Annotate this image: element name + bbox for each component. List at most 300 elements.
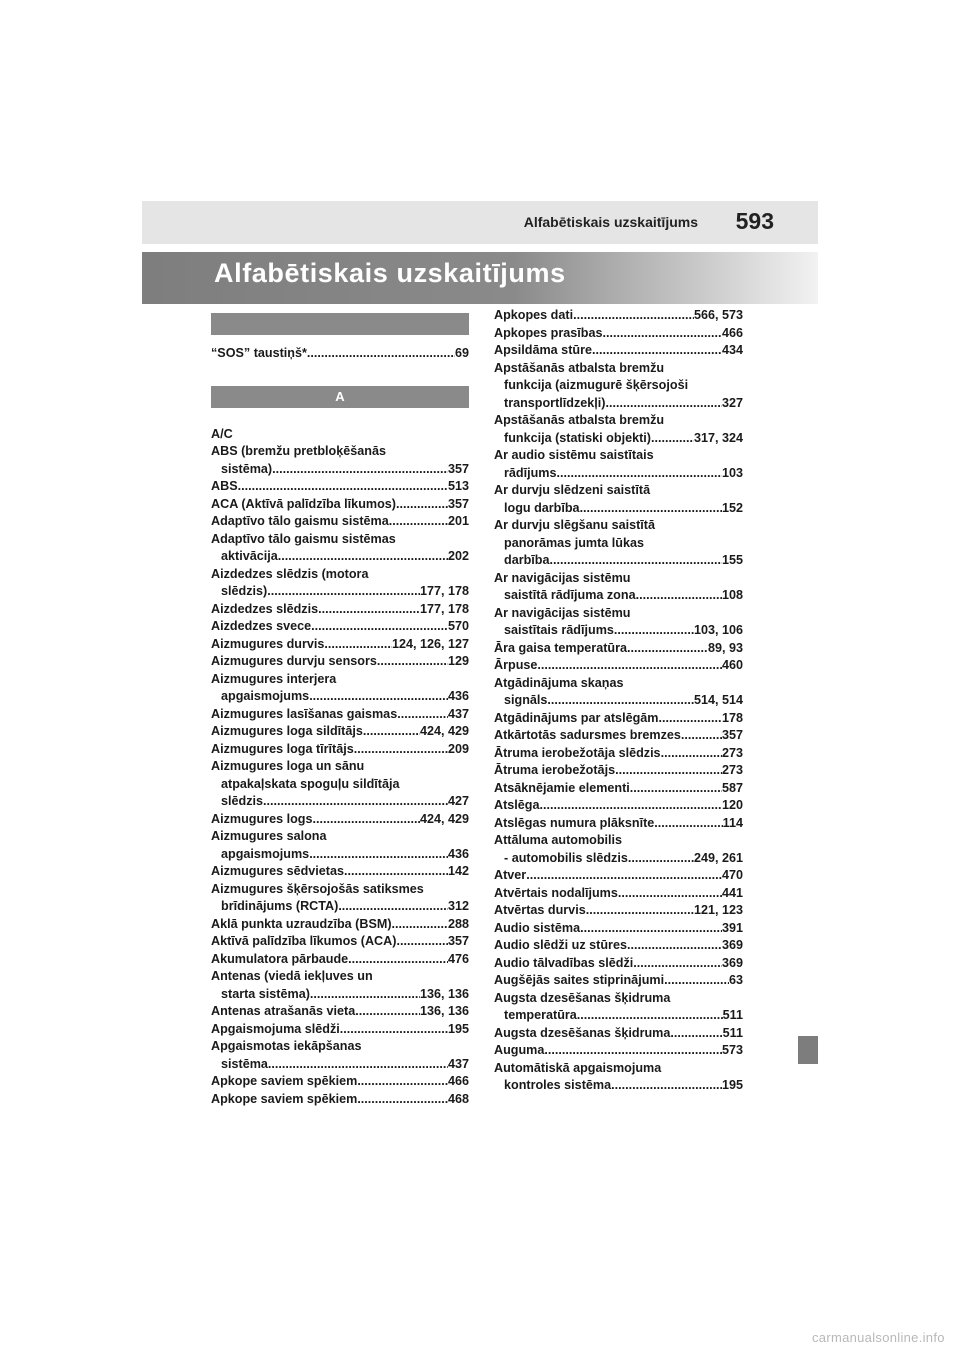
index-column-right: [494, 307, 743, 1095]
leader-dots: [603, 325, 722, 343]
entry-page: 209: [447, 741, 469, 756]
entry-term: sistēma: [221, 1056, 268, 1071]
index-entry: [211, 513, 469, 531]
index-entry: [211, 881, 469, 899]
index-entry-continuation: [211, 1056, 469, 1074]
index-entry: [211, 566, 469, 584]
index-entry: [494, 797, 743, 815]
leader-dots: [263, 793, 448, 811]
entry-term: Automātiskā apgaismojuma: [494, 1060, 662, 1075]
index-entry-continuation: [211, 583, 469, 601]
index-entry: [494, 605, 743, 623]
section-bar-a: A: [211, 386, 469, 408]
entry-term: Apkope saviem spēkiem: [211, 1091, 358, 1106]
index-column-left: [211, 313, 469, 1108]
entry-term: Aizmugures logs: [211, 811, 313, 826]
entry-term: atpakaļskata spoguļu sildītāja: [221, 776, 400, 791]
index-entry: [211, 1003, 469, 1021]
entry-term: saistītā rādījuma zona: [504, 588, 636, 602]
entry-term: Apgaismojuma slēdži: [211, 1021, 340, 1036]
entry-term: temperatūra: [504, 1008, 577, 1022]
index-entry: [211, 916, 469, 934]
entry-page: 427: [447, 794, 469, 808]
index-entry: [211, 1038, 469, 1056]
entry-term: panorāmas jumta lūkas: [504, 535, 644, 550]
index-entry: [494, 762, 743, 780]
index-entry-continuation: [494, 1007, 743, 1025]
index-entry: [211, 951, 469, 969]
index-entry: [211, 496, 469, 514]
entry-page: 202: [447, 549, 469, 563]
entry-page: 177, 178: [419, 584, 469, 598]
index-entry: [494, 832, 743, 850]
leader-dots: [396, 933, 448, 951]
entry-term: Aizmugures sēdvietas: [211, 864, 344, 878]
index-entry: [211, 531, 469, 549]
entry-term: ACA (Aktīvā palīdzība līkumos): [211, 496, 396, 511]
index-entry: [211, 706, 469, 724]
index-entry: [494, 745, 743, 763]
entry-page: 436: [447, 689, 469, 703]
leader-dots: [628, 850, 694, 868]
index-entry: [494, 675, 743, 693]
entry-term: Apgaismotas iekāpšanas: [211, 1039, 362, 1053]
index-entry: [494, 517, 743, 535]
leader-dots: [392, 916, 448, 934]
entry-page: 357: [447, 496, 469, 511]
entry-term: Aizmugures lasīšanas gaismas: [211, 706, 398, 721]
entry-term: aktivācija: [221, 549, 278, 563]
leader-dots: [550, 552, 722, 570]
index-entry: [211, 345, 469, 363]
index-entry: [494, 1025, 743, 1043]
entry-term: Aizmugures durvis: [211, 636, 325, 651]
page-number: 593: [735, 208, 774, 234]
index-entry: [211, 601, 469, 619]
entry-page: 136, 136: [419, 1004, 469, 1018]
entry-term: logu darbība: [504, 500, 580, 515]
entry-page: 424, 429: [419, 724, 469, 738]
leader-dots: [377, 653, 448, 671]
leader-dots: [348, 951, 448, 969]
entry-page: 124, 126, 127: [391, 636, 469, 651]
entry-page: 155: [721, 553, 743, 567]
entry-page: 468: [447, 1091, 469, 1106]
entry-page: 357: [447, 934, 469, 948]
leader-dots: [311, 618, 448, 636]
leader-dots: [397, 706, 448, 724]
entry-page: 288: [447, 916, 469, 931]
leader-dots: [344, 863, 448, 881]
leader-dots: [586, 902, 694, 920]
index-entry: [211, 741, 469, 759]
leader-dots: [630, 780, 722, 798]
index-entry: [494, 937, 743, 955]
index-entry: [494, 972, 743, 990]
entry-term: Apstāšanās atbalsta bremžu: [494, 413, 665, 427]
entry-term: slēdzis): [221, 584, 268, 598]
entry-term: ABS (bremžu pretbloķēšanās: [211, 444, 386, 458]
entry-page: 391: [721, 920, 743, 935]
leader-dots: [267, 583, 420, 601]
entry-term: funkcija (statiski objekti): [504, 430, 651, 445]
entry-term: ABS: [211, 479, 238, 493]
entry-page: 63: [728, 973, 743, 987]
entry-term: Atgādinājuma skaņas: [494, 675, 624, 690]
entry-page: 513: [447, 479, 469, 493]
entry-term: Apkope saviem spēkiem: [211, 1074, 358, 1088]
entry-page: 470: [721, 868, 743, 882]
page-header: [142, 201, 818, 244]
leader-dots: [547, 692, 694, 710]
entry-term: kontroles sistēma: [504, 1078, 612, 1092]
index-entry: [494, 325, 743, 343]
entry-page: 136, 136: [419, 986, 469, 1001]
index-entry-continuation: [211, 688, 469, 706]
page-title: Alfabētiskais uzskaitījums: [214, 258, 566, 288]
index-entry: [494, 780, 743, 798]
entry-list-left: [211, 426, 469, 1109]
leader-dots: [633, 955, 722, 973]
entry-term: darbība: [504, 553, 550, 567]
entry-term: Aizdedzes slēdzis: [211, 601, 319, 616]
entry-page: 152: [721, 500, 743, 515]
index-entry: [494, 412, 743, 430]
index-entry-continuation: [211, 898, 469, 916]
index-entry: [211, 828, 469, 846]
index-entry-continuation: [494, 552, 743, 570]
leader-dots: [573, 307, 694, 325]
index-entry: [211, 1021, 469, 1039]
index-entry: [494, 342, 743, 360]
leader-dots: [272, 461, 448, 479]
entry-page: 327: [721, 395, 743, 410]
entry-page: 69: [454, 346, 469, 360]
leader-dots: [307, 345, 455, 363]
entry-term: “SOS” taustiņš*: [211, 346, 307, 360]
index-entry: [494, 955, 743, 973]
entry-term: signāls: [504, 693, 548, 707]
entry-page: 441: [721, 885, 743, 900]
entry-page: 273: [721, 745, 743, 760]
entry-term: slēdzis: [221, 794, 263, 808]
entry-page: 514, 514: [693, 693, 743, 707]
entry-page: 121, 123: [693, 903, 743, 917]
entry-term: Aizmugures loga un sānu: [211, 759, 365, 773]
leader-dots: [592, 342, 722, 360]
leader-dots: [526, 867, 722, 885]
entry-term: brīdinājums (RCTA): [221, 899, 339, 913]
leader-dots: [268, 1056, 448, 1074]
index-entry: [211, 443, 469, 461]
leader-dots: [544, 1042, 722, 1060]
entry-page: 195: [721, 1078, 743, 1092]
entry-term: Adaptīvo tālo gaismu sistēmas: [211, 531, 396, 546]
leader-dots: [355, 1003, 420, 1021]
entry-term: Audio sistēma: [494, 920, 581, 935]
leader-dots: [396, 496, 448, 514]
leader-dots: [354, 741, 448, 759]
index-entry: [211, 671, 469, 689]
entry-term: Augšējās saites stiprinājumi: [494, 973, 665, 987]
entry-page: 476: [447, 951, 469, 966]
leader-dots: [614, 622, 694, 640]
index-entry-continuation: [494, 692, 743, 710]
entry-page: 178: [721, 710, 743, 725]
leader-dots: [357, 1091, 448, 1109]
entry-page: 317, 324: [693, 430, 743, 445]
index-entry: [211, 1073, 469, 1091]
entry-term: starta sistēma): [221, 986, 310, 1001]
entry-term: rādījums: [504, 465, 557, 480]
index-entry: [494, 482, 743, 500]
index-entry: [211, 618, 469, 636]
entry-term: Augsta dzesēšanas šķidruma: [494, 1025, 671, 1040]
entry-page: 108: [721, 588, 743, 602]
index-entry-continuation: [494, 500, 743, 518]
side-thumb-tab: [798, 1036, 818, 1064]
entry-term: Aizmugures loga tīrītājs: [211, 741, 354, 756]
entry-term: apgaismojums: [221, 689, 310, 703]
leader-dots: [312, 811, 420, 829]
index-entry: [211, 653, 469, 671]
index-entry: [494, 867, 743, 885]
section-bar-symbols: [211, 313, 469, 335]
index-entry: [494, 1060, 743, 1078]
entry-list-right: [494, 307, 743, 1095]
watermark: carmanualsonline.info: [812, 1330, 945, 1345]
entry-page: 120: [721, 798, 743, 812]
entry-page: 369: [721, 938, 743, 952]
leader-dots: [654, 815, 722, 833]
index-entry: [494, 447, 743, 465]
entry-term: Aktīvā palīdzība līkumos (ACA): [211, 934, 397, 948]
index-entry: [211, 811, 469, 829]
index-entry: [211, 723, 469, 741]
index-entry: [211, 636, 469, 654]
index-entry: [211, 863, 469, 881]
entry-term: - automobilis slēdzis: [504, 850, 628, 865]
index-entry: [494, 360, 743, 378]
header-section-title: Alfabētiskais uzskaitījums: [523, 214, 698, 230]
index-entry: [211, 758, 469, 776]
entry-term: Aizmugures interjera: [211, 671, 337, 686]
entry-term: Audio tālvadības slēdži: [494, 955, 634, 970]
index-entry: [494, 710, 743, 728]
index-entry: [494, 727, 743, 745]
index-entry-continuation: [494, 377, 743, 395]
entry-term: Attāluma automobilis: [494, 833, 623, 847]
leader-dots: [580, 920, 722, 938]
leader-dots: [580, 500, 722, 518]
entry-term: Apstāšanās atbalsta bremžu: [494, 360, 665, 375]
leader-dots: [664, 972, 729, 990]
index-entry-continuation: [211, 793, 469, 811]
entry-page: 129: [447, 654, 469, 668]
entry-page: 369: [721, 955, 743, 970]
leader-dots: [658, 710, 722, 728]
entry-term: Ātruma ierobežotājs: [494, 763, 616, 777]
entry-term: Ārpuse: [494, 658, 538, 672]
index-entry: [494, 570, 743, 588]
entry-term: Aizmugures durvju sensors: [211, 654, 377, 668]
index-entry: [494, 902, 743, 920]
index-entry: [211, 968, 469, 986]
entry-page: 201: [447, 514, 469, 528]
index-entry-continuation: [494, 430, 743, 448]
index-entry: [494, 815, 743, 833]
entry-term: Apkopes dati: [494, 308, 574, 322]
entry-page: 114: [722, 815, 743, 830]
index-entry-continuation: [211, 548, 469, 566]
entry-page: 570: [447, 619, 469, 633]
leader-dots: [537, 657, 722, 675]
entry-page: 566, 573: [693, 308, 743, 322]
index-entry-continuation: [494, 622, 743, 640]
entry-term: Adaptīvo tālo gaismu sistēma: [211, 514, 389, 528]
leader-dots: [309, 688, 448, 706]
index-entry: [494, 920, 743, 938]
index-entry-continuation: [494, 587, 743, 605]
entry-term: Aklā punkta uzraudzība (BSM): [211, 916, 392, 931]
index-entry-continuation: [211, 776, 469, 794]
index-entry: [494, 1042, 743, 1060]
index-entry: [494, 885, 743, 903]
entry-page: 273: [721, 763, 743, 777]
entry-term: Ar audio sistēmu saistītais: [494, 448, 654, 462]
entry-term: Ātruma ierobežotāja slēdzis: [494, 745, 661, 760]
entry-page: 357: [721, 728, 743, 742]
entry-page: 357: [447, 461, 469, 476]
entry-term: Audio slēdži uz stūres: [494, 938, 627, 952]
entry-page: 511: [722, 1025, 743, 1040]
leader-dots: [357, 1073, 448, 1091]
entry-term: transportlīdzekļi): [504, 395, 606, 410]
leader-dots: [389, 513, 448, 531]
entry-term: Auguma: [494, 1043, 545, 1057]
entry-page: 466: [721, 325, 743, 340]
leader-dots: [615, 762, 722, 780]
entry-term: Atgādinājums par atslēgām: [494, 710, 659, 725]
leader-dots: [278, 548, 448, 566]
leader-dots: [670, 1025, 722, 1043]
entry-term: Aizdedzes slēdzis (motora: [211, 566, 369, 581]
title-band: [142, 252, 818, 304]
leader-dots: [363, 723, 420, 741]
index-entry: [494, 307, 743, 325]
entry-term: Atslēga: [494, 798, 540, 812]
entry-term: Augsta dzesēšanas šķidruma: [494, 990, 671, 1005]
entry-page: 437: [447, 706, 469, 721]
entry-term: Ar navigācijas sistēmu: [494, 570, 631, 585]
entry-term: A/C: [211, 426, 233, 441]
entry-page: 460: [721, 658, 743, 672]
entry-term: Ar durvju slēdzeni saistītā: [494, 483, 651, 497]
index-entry-continuation: [211, 846, 469, 864]
index-entry: [211, 426, 469, 444]
index-entry-continuation: [494, 535, 743, 553]
index-entry: [494, 657, 743, 675]
leader-dots: [324, 636, 392, 654]
entry-page: 103, 106: [693, 623, 743, 637]
entry-term: apgaismojums: [221, 846, 310, 861]
index-entry-continuation: [494, 465, 743, 483]
leader-dots: [618, 885, 722, 903]
entry-page: 177, 178: [419, 601, 469, 616]
leader-dots: [340, 1021, 448, 1039]
entry-page: 89, 93: [707, 640, 743, 655]
entry-term: Atver: [494, 868, 527, 882]
entry-page: 249, 261: [693, 850, 743, 865]
entry-term: Aizdedzes svece: [211, 619, 312, 633]
entry-term: Aizmugures šķērsojošās satiksmes: [211, 881, 424, 896]
entry-page: 437: [447, 1056, 469, 1071]
entry-term: Apkopes prasības: [494, 325, 603, 340]
leader-dots: [681, 727, 722, 745]
entry-term: Ar navigācijas sistēmu: [494, 605, 631, 620]
entry-term: Antenas (viedā iekļuves un: [211, 969, 373, 983]
leader-dots: [636, 587, 722, 605]
leader-dots: [310, 986, 420, 1004]
leader-dots: [605, 395, 722, 413]
entry-term: Atkārtotās sadursmes bremzes: [494, 728, 681, 742]
leader-dots: [627, 937, 722, 955]
leader-dots: [557, 465, 722, 483]
entry-page: 436: [447, 846, 469, 861]
index-entry: [494, 990, 743, 1008]
entry-term: saistītais rādījums: [504, 623, 614, 637]
index-entry: [211, 478, 469, 496]
entry-page: 511: [722, 1008, 743, 1022]
entry-page: 103: [721, 465, 743, 480]
leader-dots: [338, 898, 448, 916]
leader-dots: [577, 1007, 723, 1025]
entry-page: 466: [447, 1074, 469, 1088]
entry-term: sistēma): [221, 461, 273, 476]
entry-term: Antenas atrašanās vieta: [211, 1004, 356, 1018]
entry-term: funkcija (aizmugurē šķērsojoši: [504, 378, 689, 392]
index-entry-continuation: [494, 1077, 743, 1095]
index-entry-continuation: [211, 986, 469, 1004]
leader-dots: [318, 601, 420, 619]
entry-term: Aizmugures loga sildītājs: [211, 724, 363, 738]
entry-page: 587: [721, 780, 743, 795]
entry-page: 434: [721, 343, 743, 357]
entry-page: 312: [447, 899, 469, 913]
leader-dots: [661, 745, 722, 763]
entry-page: 142: [447, 864, 469, 878]
index-entry: [211, 933, 469, 951]
leader-dots: [627, 640, 708, 658]
entry-term: Akumulatora pārbaude: [211, 951, 349, 966]
index-entry: [494, 640, 743, 658]
entry-term: Ar durvju slēgšanu saistītā: [494, 518, 655, 532]
entry-page: 195: [447, 1021, 469, 1036]
entry-term: Apsildāma stūre: [494, 343, 592, 357]
entry-term: Atsāknējamie elementi: [494, 780, 630, 795]
index-entry-continuation: [494, 395, 743, 413]
index-entry: [211, 1091, 469, 1109]
index-entry-continuation: [494, 850, 743, 868]
entry-term: Āra gaisa temperatūra: [494, 640, 627, 655]
index-entry-continuation: [211, 461, 469, 479]
entry-term: Atslēgas numura plāksnīte: [494, 815, 655, 830]
leader-dots: [651, 430, 694, 448]
entry-term: Atvērtas durvis: [494, 903, 586, 917]
leader-dots: [238, 478, 448, 496]
entry-term: Atvērtais nodalījums: [494, 885, 618, 900]
entry-page: 424, 429: [419, 811, 469, 826]
